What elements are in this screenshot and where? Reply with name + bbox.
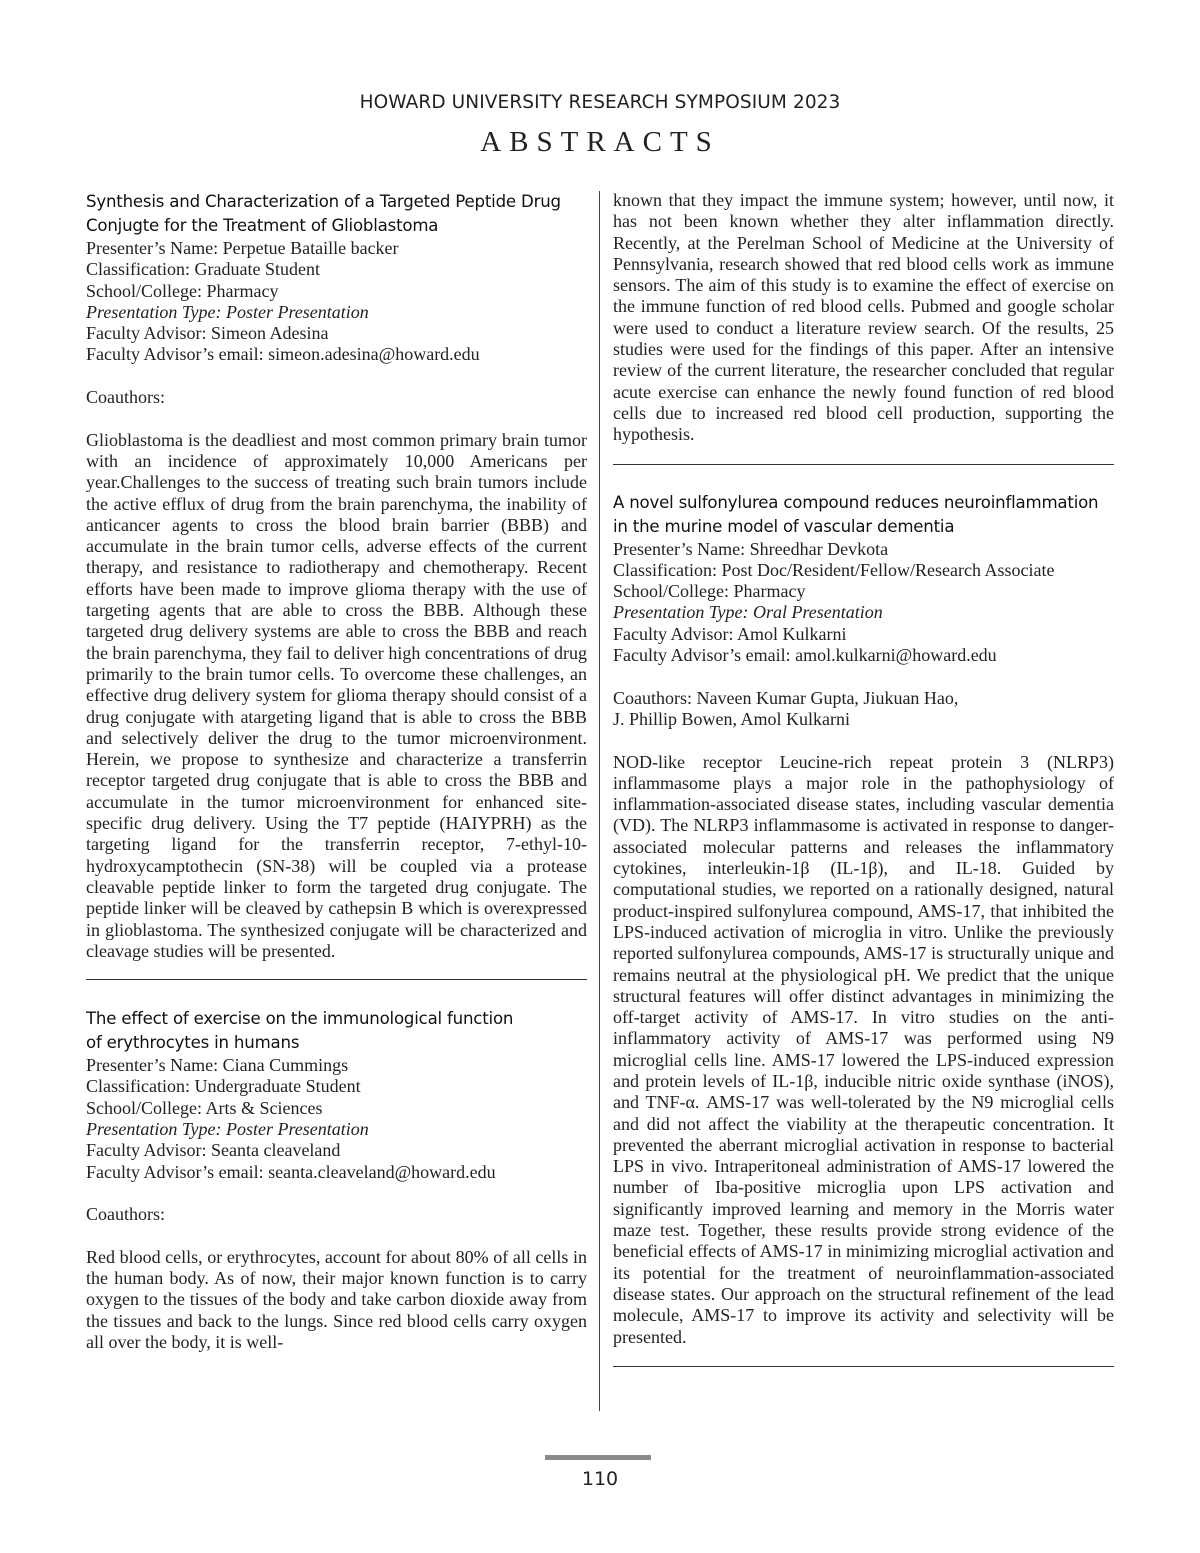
abstract-2-advisor-email: Faculty Advisor’s email: seanta.cleaveland@howard.edu (86, 1161, 496, 1182)
abstract-3-presenter: Presenter’s Name: Shreedhar Devkota (613, 538, 889, 559)
divider (613, 1366, 1114, 1367)
abstract-1-advisor-email: Faculty Advisor’s email: simeon.adesina@howard.edu (86, 344, 480, 365)
abstract-2-body-part1: Red blood cells, or erythrocytes, account for about 80% of all cells in the human body. As of now, their major known function is to carry oxygen to the tissues of the body and take carbon dioxide away from the tissues and back to the lungs. Since red blood cells carry oxygen all over the body, it is well- (86, 1246, 587, 1352)
left-column (86, 190, 587, 1353)
abstract-2-body-part2: known that they impact the immune system; however, until now, it has not been known whether they alter inflammation directly. Recently, at the Perelman School of Medicine at the University of Pennsylvania, research showed that red blood cells work as immune sensors. The aim of this study is to examine the effect of exercise on the immune function of red blood cells. Pubmed and google scholar were used to conduct a literature review search. Of the results, 25 studies were used for the findings of this paper. After an intensive review of the current literature, the researcher concluded that regular acute exercise can enhance the newly found function of red blood cells due to increased red blood cell production, supporting the hypothesis. (613, 190, 1114, 445)
abstract-2-title-line1: The effect of exercise on the immunological function (86, 1009, 514, 1029)
abstract-1-school: School/College: Pharmacy (86, 280, 279, 301)
abstract-2-advisor: Faculty Advisor: Seanta cleaveland (86, 1140, 341, 1161)
abstract-3-coauthors-line2: J. Phillip Bowen, Amol Kulkarni (613, 708, 851, 729)
abstract-3-title-line1: A novel sulfonylurea compound reduces neuroinflammation (613, 492, 1099, 512)
abstract-2-classification: Classification: Undergraduate Student (86, 1076, 361, 1097)
abstract-3-title-line2: in the murine model of vascular dementia (613, 516, 955, 536)
abstract-2-title-line2: of erythrocytes in humans (86, 1033, 300, 1053)
abstract-2-school: School/College: Arts & Sciences (86, 1097, 323, 1118)
abstract-1-presenter: Presenter’s Name: Perpetue Bataille backer (86, 238, 399, 258)
abstract-2-presentation-type: Presentation Type: Poster Presentation (86, 1118, 369, 1139)
abstract-3-coauthors-line1: Coauthors: Naveen Kumar Gupta, Jiukuan Hao, (613, 687, 959, 708)
abstract-1 (86, 190, 587, 962)
abstract-1-advisor: Faculty Advisor: Simeon Adesina (86, 323, 329, 344)
abstract-3-school: School/College: Pharmacy (613, 581, 806, 602)
abstract-2 (86, 1007, 587, 1353)
abstract-1-coauthors: Coauthors: (86, 387, 165, 408)
abstract-1-title-line2: Conjugte for the Treatment of Glioblastoma (86, 216, 439, 235)
abstract-3-advisor-email: Faculty Advisor’s email: amol.kulkarni@howard.edu (613, 645, 997, 666)
column-divider (599, 191, 600, 1411)
abstract-1-body: Glioblastoma is the deadliest and most common primary brain tumor with an incidence of approximately 10,000 Americans per year.Challenges to the success of treating such brain tumors include the active efflux of drug from the brain parenchyma, the inability of anticancer agents to cross the blood brain barrier (BBB) and accumulate in the brain tumor cells, adverse effects of the current therapy, and resistance to radiotherapy and chemotherapy. Recent efforts have been made to improve glioma therapy with the use of targeting agents that are able to cross the BBB. Although these targeted drug delivery systems are able to cross the BBB and reach the brain parenchyma, they fail to deliver high concentrations of drug primarily to the brain tumor cells. To overcome these challenges, an effective drug delivery system for glioma therapy should consist of a drug conjugate with atargeting ligand that is able to cross the BBB and selectively deliver the drug to the tumor microenvironment. Herein, we propose to synthesize and characterize a transferrin receptor targeted drug conjugate that is able to cross the BBB and accumulate in the tumor microenvironment for enhanced site-specific drug delivery. Using the T7 peptide (HAIYPRH) as the targeting ligand for the transferrin receptor, 7-ethyl-10-hydroxycamptothecin (SN-38) will be coupled via a protease cleavable peptide linker to form the targeted drug conjugate. The peptide linker will be cleaved by cathepsin B which is overexpressed in glioblastoma. The synthesized conjugate will be characterized and cleavage studies will be presented. (86, 429, 587, 961)
right-column (613, 190, 1114, 1367)
abstract-3-presentation-type: Presentation Type: Oral Presentation (613, 602, 883, 623)
abstract-1-title-line1: Synthesis and Characterization of a Targeted Peptide Drug (86, 192, 561, 211)
abstract-1-classification: Classification: Graduate Student (86, 259, 320, 280)
abstract-2-presenter: Presenter’s Name: Ciana Cummings (86, 1055, 349, 1076)
footer-bar (545, 1455, 651, 1460)
abstract-1-presentation-type: Presentation Type: Poster Presentation (86, 301, 369, 322)
symposium-header: HOWARD UNIVERSITY RESEARCH SYMPOSIUM 2023 (359, 92, 841, 113)
abstract-3-classification: Classification: Post Doc/Resident/Fellow/Research Associate (613, 559, 1055, 580)
abstract-3-advisor: Faculty Advisor: Amol Kulkarni (613, 623, 847, 644)
abstract-3-body: NOD-like receptor Leucine-rich repeat protein 3 (NLRP3) inflammasome plays a major role in the pathophysiology of inflammation-associated disease states, including vascular dementia (VD). The NLRP3 inflammasome is activated in response to danger-associated molecular patterns and releases the inflammatory cytokines, interleukin-1β (IL-1β), and IL-18. Guided by computational studies, we reported on a rationally designed, natural product-inspired sulfonylurea compound, AMS-17, that inhibited the LPS-induced activation of microglia in vitro. Unlike the previously reported sulfonylurea compounds, AMS-17 is structurally unique and remains neutral at the physiological pH. We predict that the unique structural features will offer distinct advantages in minimizing the off-target activity of AMS-17. In vitro studies on the anti-inflammatory activity of AMS-17 was performed using N9 microglial cells line. AMS-17 lowered the LPS-induced expression and protein levels of IL-1β, inducible nitric oxide synthase (iNOS), and TNF-α. AMS-17 was well-tolerated by the N9 microglial cells and did not affect the viability at the therapeutic concentration. It prevented the aberrant microglial activation in response to bacterial LPS in vivo. Intraperitoneal administration of AMS-17 lowered the number of Iba-positive microglia upon LPS activation and significantly improved learning and memory in the Morris water maze test. Together, these results provide strong evidence of the beneficial effects of AMS-17 in minimizing microglial activation and its potential for the treatment of neuroinflammation-associated disease states. Our approach on the structural refinement of the lead molecule, AMS-17 to improve its activity and selectivity will be presented. (613, 751, 1114, 1347)
divider (86, 979, 587, 980)
section-title: ABSTRACTS (480, 126, 720, 158)
abstract-3 (613, 491, 1114, 1348)
divider (613, 464, 1114, 465)
page-number: 110 (581, 1468, 619, 1490)
abstract-2-coauthors: Coauthors: (86, 1204, 165, 1225)
